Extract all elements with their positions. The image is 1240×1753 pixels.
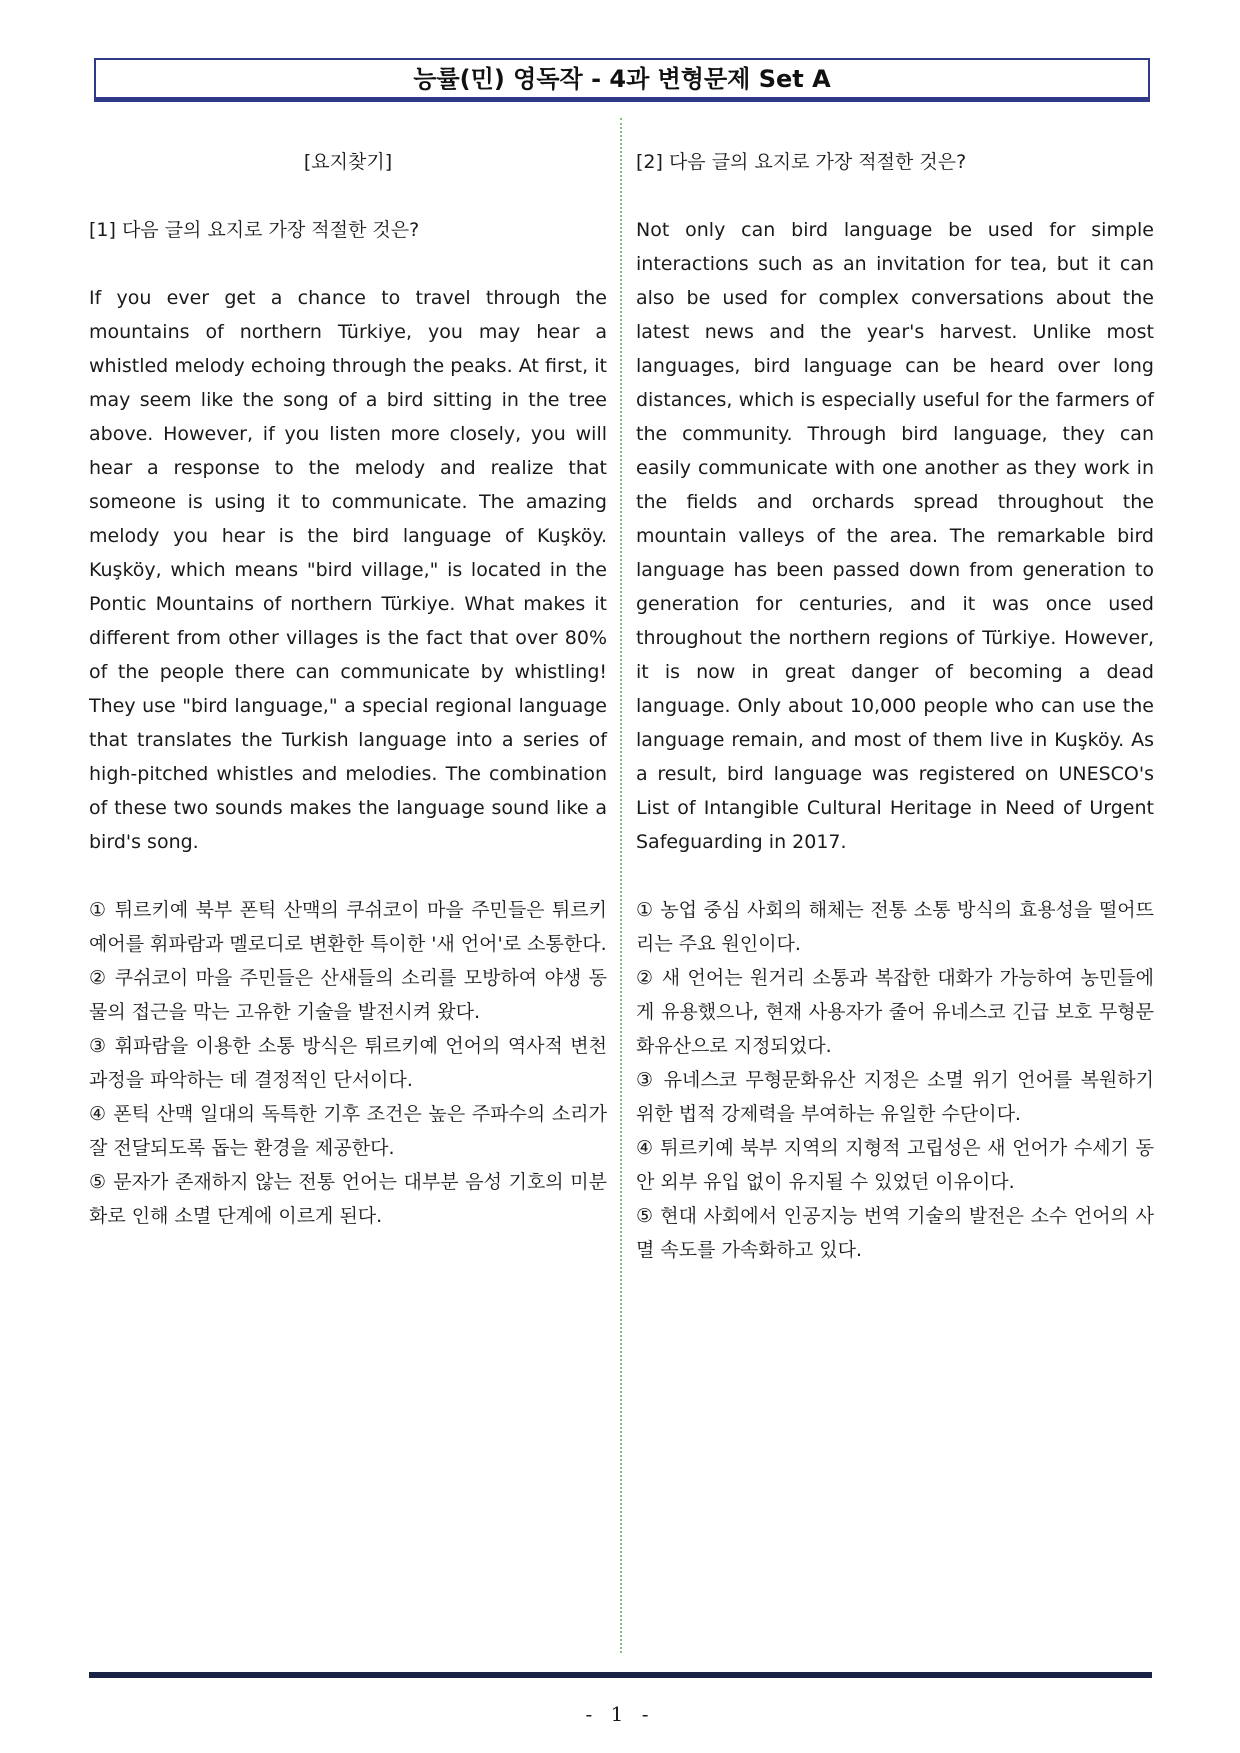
choice-item: ② 새 언어는 원거리 소통과 복잡한 대화가 가능하여 농민들에게 유용했으나, 현재 사용자가 줄어 유네스코 긴급 보호 무형문화유산으로 지정되었다. xyxy=(636,967,1154,1057)
choice-item: ③ 유네스코 무형문화유산 지정은 소멸 위기 언어를 복원하기 위한 법적 강제력을 부여하는 유일한 수단이다. xyxy=(636,1069,1154,1125)
choice-item: ① 튀르키예 북부 폰틱 산맥의 쿠쉬코이 마을 주민들은 튀르키예어를 휘파람과 멜로디로 변환한 특이한 '새 언어'로 소통한다. xyxy=(89,899,607,955)
section-label: [요지찾기] xyxy=(303,151,393,173)
choice-item: ③ 휘파람을 이용한 소통 방식은 튀르키예 언어의 역사적 변천 과정을 파악하는 데 결정적인 단서이다. xyxy=(89,1035,607,1091)
question-2-choices xyxy=(636,893,1154,1267)
column-divider xyxy=(620,118,622,1653)
question-1-choices xyxy=(89,893,607,1233)
choice-item: ④ 폰틱 산맥 일대의 독특한 기후 조건은 높은 주파수의 소리가 잘 전달되도록 돕는 환경을 제공한다. xyxy=(89,1103,607,1159)
question-2-prompt: [2] 다음 글의 요지로 가장 적절한 것은? xyxy=(636,151,967,173)
choice-item: ① 농업 중심 사회의 해체는 전통 소통 방식의 효용성을 떨어뜨리는 주요 원인이다. xyxy=(636,899,1154,955)
choice-item: ④ 튀르키예 북부 지역의 지형적 고립성은 새 언어가 수세기 동안 외부 유입 없이 유지될 수 있었던 이유이다. xyxy=(636,1137,1154,1193)
left-column xyxy=(89,145,607,1233)
question-2-passage: Not only can bird language be used for simple interactions such as an invitation for tea, but it can also be used for complex conversations about the latest news and the year's harvest. Unlike most languages, bird language can be heard over long distances, which is especially useful for the farmers of the community. Through bird language, they can easily communicate with one another as they work in the fields and orchards spread throughout the mountain valleys of the area. The remarkable bird language has been passed down from generation to generation for centuries, and it was once used throughout the northern regions of Türkiye. However, it is now in great danger of becoming a dead language. Only about 10,000 people who can use the language remain, and most of them live in Kuşköy. As a result, bird language was registered on UNESCO's List of Intangible Cultural Heritage in Need of Urgent Safeguarding in 2017. xyxy=(636,219,1154,853)
footer-rule xyxy=(89,1672,1152,1678)
choice-item: ② 쿠쉬코이 마을 주민들은 산새들의 소리를 모방하여 야생 동물의 접근을 막는 고유한 기술을 발전시켜 왔다. xyxy=(89,967,607,1023)
question-1-prompt: [1] 다음 글의 요지로 가장 적절한 것은? xyxy=(89,219,420,241)
choice-item: ⑤ 현대 사회에서 인공지능 번역 기술의 발전은 소수 언어의 사멸 속도를 가속화하고 있다. xyxy=(636,1205,1154,1261)
page-title: 능률(민) 영독작 - 4과 변형문제 Set A xyxy=(94,58,1150,102)
right-column xyxy=(636,145,1154,1267)
choice-item: ⑤ 문자가 존재하지 않는 전통 언어는 대부분 음성 기호의 미분화로 인해 소멸 단계에 이르게 된다. xyxy=(89,1171,607,1227)
question-1-passage: If you ever get a chance to travel through the mountains of northern Türkiye, you may hear a whistled melody echoing through the peaks. At first, it may seem like the song of a bird sitting in the tree above. However, if you listen more closely, you will hear a response to the melody and realize that someone is using it to communicate. The amazing melody you hear is the bird language of Kuşköy. Kuşköy, which means "bird village," is located in the Pontic Mountains of northern Türkiye. What makes it different from other villages is the fact that over 80% of the people there can communicate by whistling! They use "bird language," a special regional language that translates the Turkish language into a series of high-pitched whistles and melodies. The combination of these two sounds makes the language sound like a bird's song. xyxy=(89,287,607,853)
page-number: - 1 - xyxy=(585,1702,655,1726)
